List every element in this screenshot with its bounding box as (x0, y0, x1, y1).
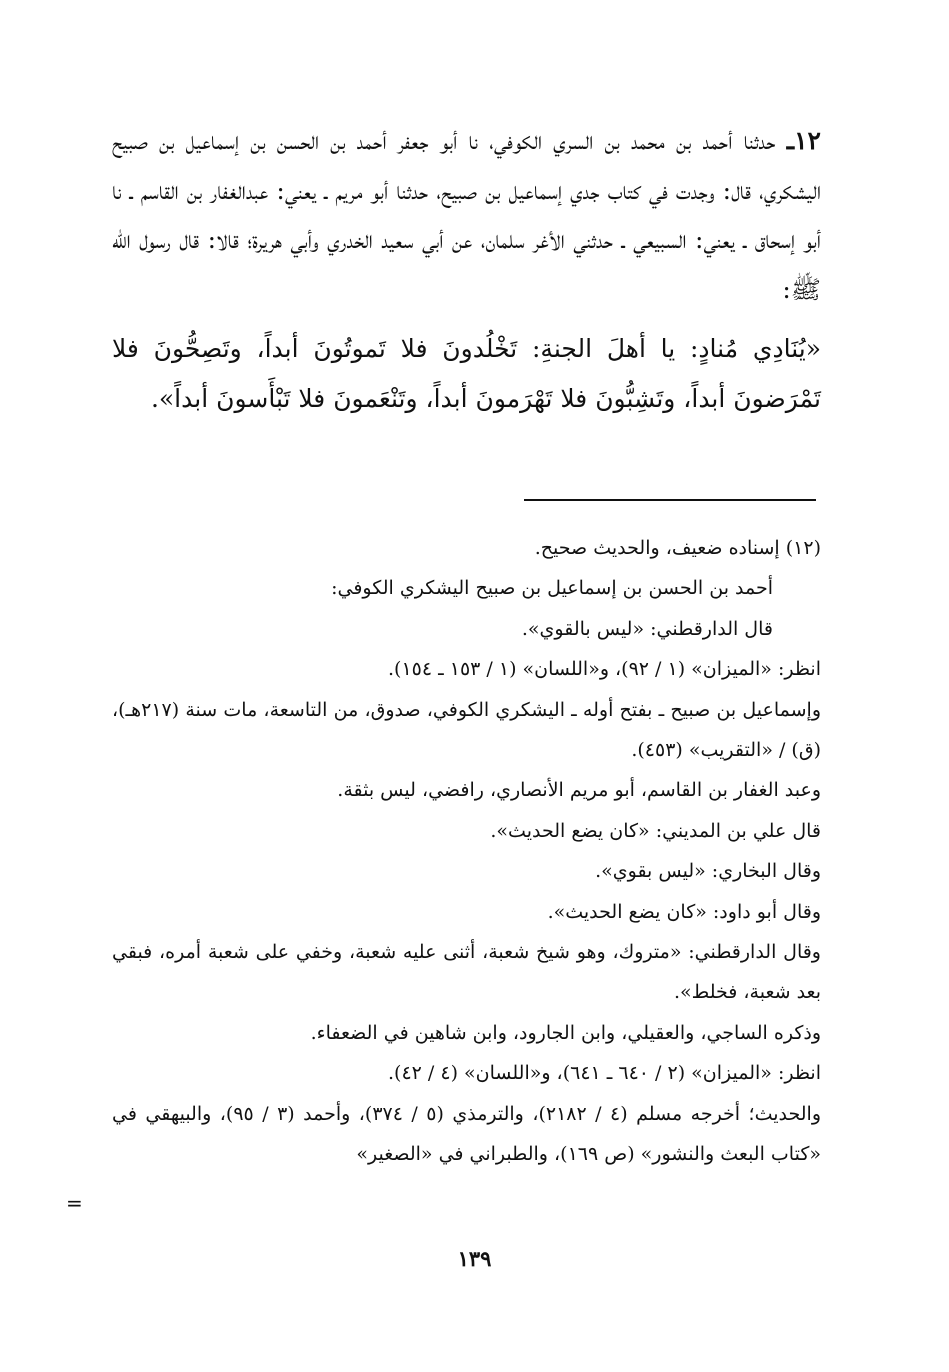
footnote-line: وذكره الساجي، والعقيلي، وابن الجارود، وابن شاهين في الضعفاء. (310, 1021, 821, 1044)
hadith-isnad (112, 116, 821, 314)
footnote-line: وقال أبو داود: «كان يضع الحديث». (547, 900, 821, 923)
footnote-line: وعبد الغفار بن القاسم، أبو مريم الأنصاري، رافضي، ليس بثقة. (337, 779, 821, 802)
isnad-text: حدثنا أحمد بن محمد بن السري الكوفي، نا أبو جعفر أحمد بن الحسن بن إسماعيل بن صبيح اليشكري، قال: وجدت في كتاب جدي إسماعيل بن صبيح، حدثنا أبو مريم ـ يعني: عبدالغفار بن القاسم ـ نا أبو إسحاق ـ يعني: السبيعي ـ حدثني الأغر سلمان، عن أبي سعيد الخدري وأبي هريرة؛ قالا: قال رسول الله ﷺ: (112, 126, 821, 304)
footnote-line: وإسماعيل بن صبيح ـ بفتح أوله ـ اليشكري الكوفي، صدوق، من التاسعة، مات سنة (٢١٧هـ)، (ق) / «التقريب» (٤٥٣). (112, 698, 821, 762)
footnote-line: (١٢) إسناده ضعيف، والحديث صحيح. (534, 537, 821, 559)
footnotes (112, 528, 821, 1175)
hadith-block (112, 116, 821, 423)
hadith-matn: «يُنَادِي مُنادٍ: يا أهلَ الجنةِ: تَخْلُدونَ فلا تَموتُونَ أبداً، وتَصِحُّونَ فلا تَمْرَضونَ أبداً، وتَشِبُّونَ فلا تَهْرَمونَ أبداً، وتَنْعَمونَ فلا تَبْأَسونَ أبداً». (112, 334, 821, 413)
footnote-separator (524, 499, 816, 501)
page-number: ١٣٩ (457, 1246, 492, 1271)
hadith-number: ١٢ـ (786, 126, 821, 155)
footnote-line: وقال الدارقطني: «متروك، وهو شيخ شعبة، أثنى عليه شعبة، وخفي على شعبة أمره، فبقي بعد شعبة، فخلط». (112, 941, 821, 1004)
footnote-line: انظر: «الميزان» (٢ / ٦٤٠ ـ ٦٤١)، و«اللسان» (٤ / ٤٢). (388, 1062, 821, 1085)
continuation-mark: = (66, 1191, 83, 1215)
footnote-line: قال علي بن المديني: «كان يضع الحديث». (490, 819, 821, 842)
footnote-line: أحمد بن الحسن بن إسماعيل بن صبيح اليشكري الكوفي: (331, 577, 773, 600)
footnote-line: قال الدارقطني: «ليس بالقوي». (521, 617, 773, 640)
footnote-line: والحديث؛ أخرجه مسلم (٤ / ٢١٨٢)، والترمذي (٥ / ٣٧٤)، وأحمد (٣ / ٩٥)، والبيهقي في «كتاب البعث والنشور» (ص ١٦٩)، والطبراني في «الصغير» (112, 1102, 822, 1166)
footnote-line: وقال البخاري: «ليس بقوي». (595, 860, 821, 883)
footnote-line: انظر: «الميزان» (١ / ٩٢)، و«اللسان» (١ / ١٥٣ ـ ١٥٤). (388, 658, 821, 681)
